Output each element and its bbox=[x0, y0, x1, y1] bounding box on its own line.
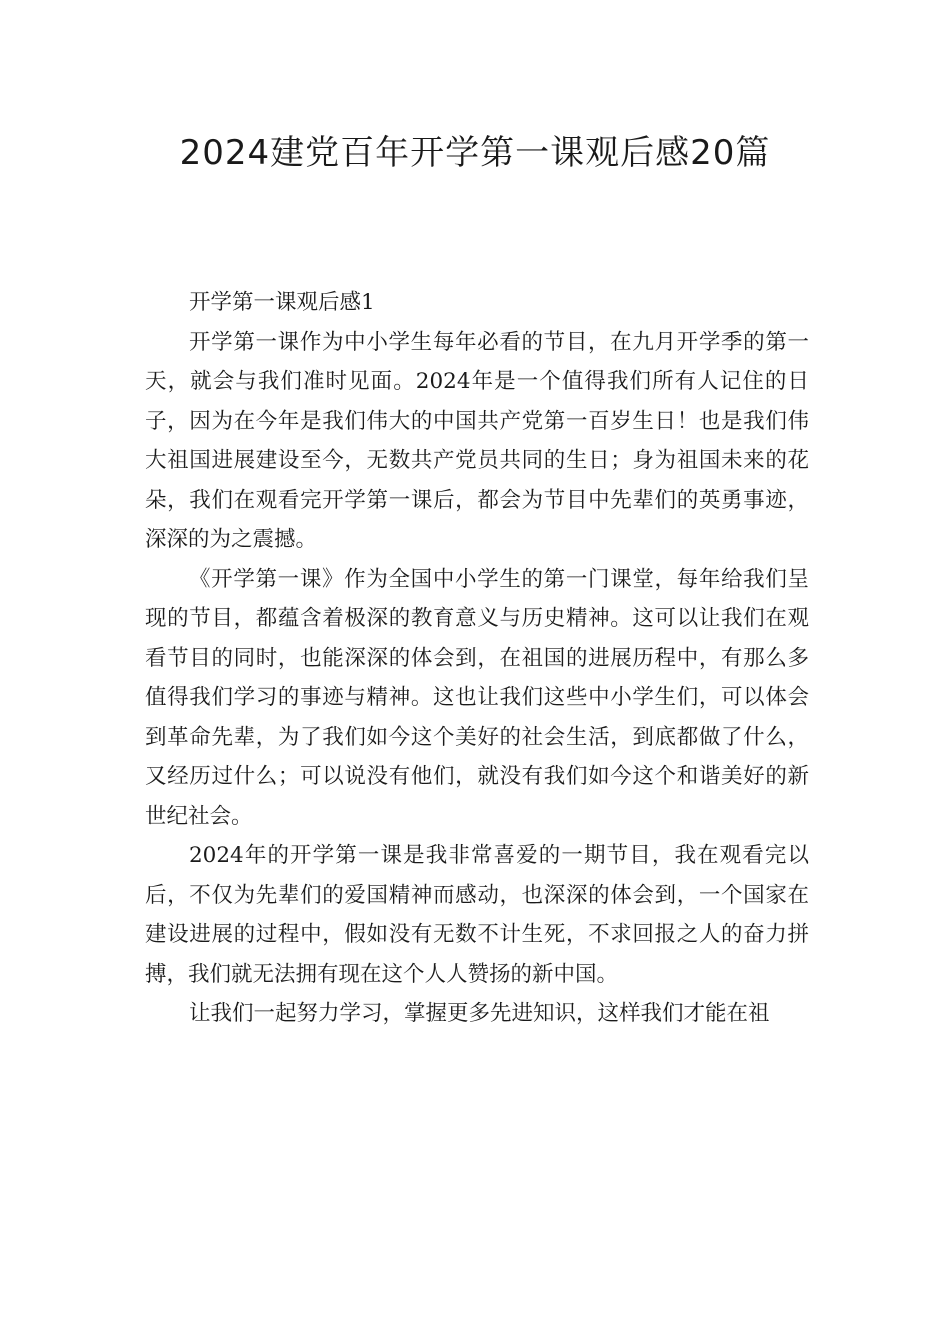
paragraph: 2024年的开学第一课是我非常喜爱的一期节目，我在观看完以后，不仅为先辈们的爱国精神而感动，也深深的体会到，一个国家在建设进展的过程中，假如没有无数不计生死，不求回报之人的奋力拼搏，我们就无法拥有现在这个人人赞扬的新中国。 bbox=[145, 843, 809, 987]
paragraph: 让我们一起努力学习，掌握更多先进知识，这样我们才能在祖 bbox=[189, 1001, 770, 1026]
section-heading: 开学第一课观后感1 bbox=[189, 290, 375, 315]
document-title: 2024建党百年开学第一课观后感20篇 bbox=[179, 133, 771, 173]
paragraph: 开学第一课作为中小学生每年必看的节目，在九月开学季的第一天，就会与我们准时见面。2024年是一个值得我们所有人记住的日子，因为在今年是我们伟大的中国共产党第一百岁生日！也是我们伟大祖国进展建设至今，无数共产党员共同的生日；身为祖国未来的花朵，我们在观看完开学第一课后，都会为节目中先辈们的英勇事迹，深深的为之震撼。 bbox=[145, 329, 809, 552]
document-body bbox=[145, 283, 809, 1034]
paragraph: 《开学第一课》作为全国中小学生的第一门课堂，每年给我们呈现的节目，都蕴含着极深的教育意义与历史精神。这可以让我们在观看节目的同时，也能深深的体会到，在祖国的进展历程中，有那么多值得我们学习的事迹与精神。这也让我们这些中小学生们，可以体会到革命先辈，为了我们如今这个美好的社会生活，到底都做了什么，又经历过什么；可以说没有他们，就没有我们如今这个和谐美好的新世纪社会。 bbox=[145, 566, 809, 829]
